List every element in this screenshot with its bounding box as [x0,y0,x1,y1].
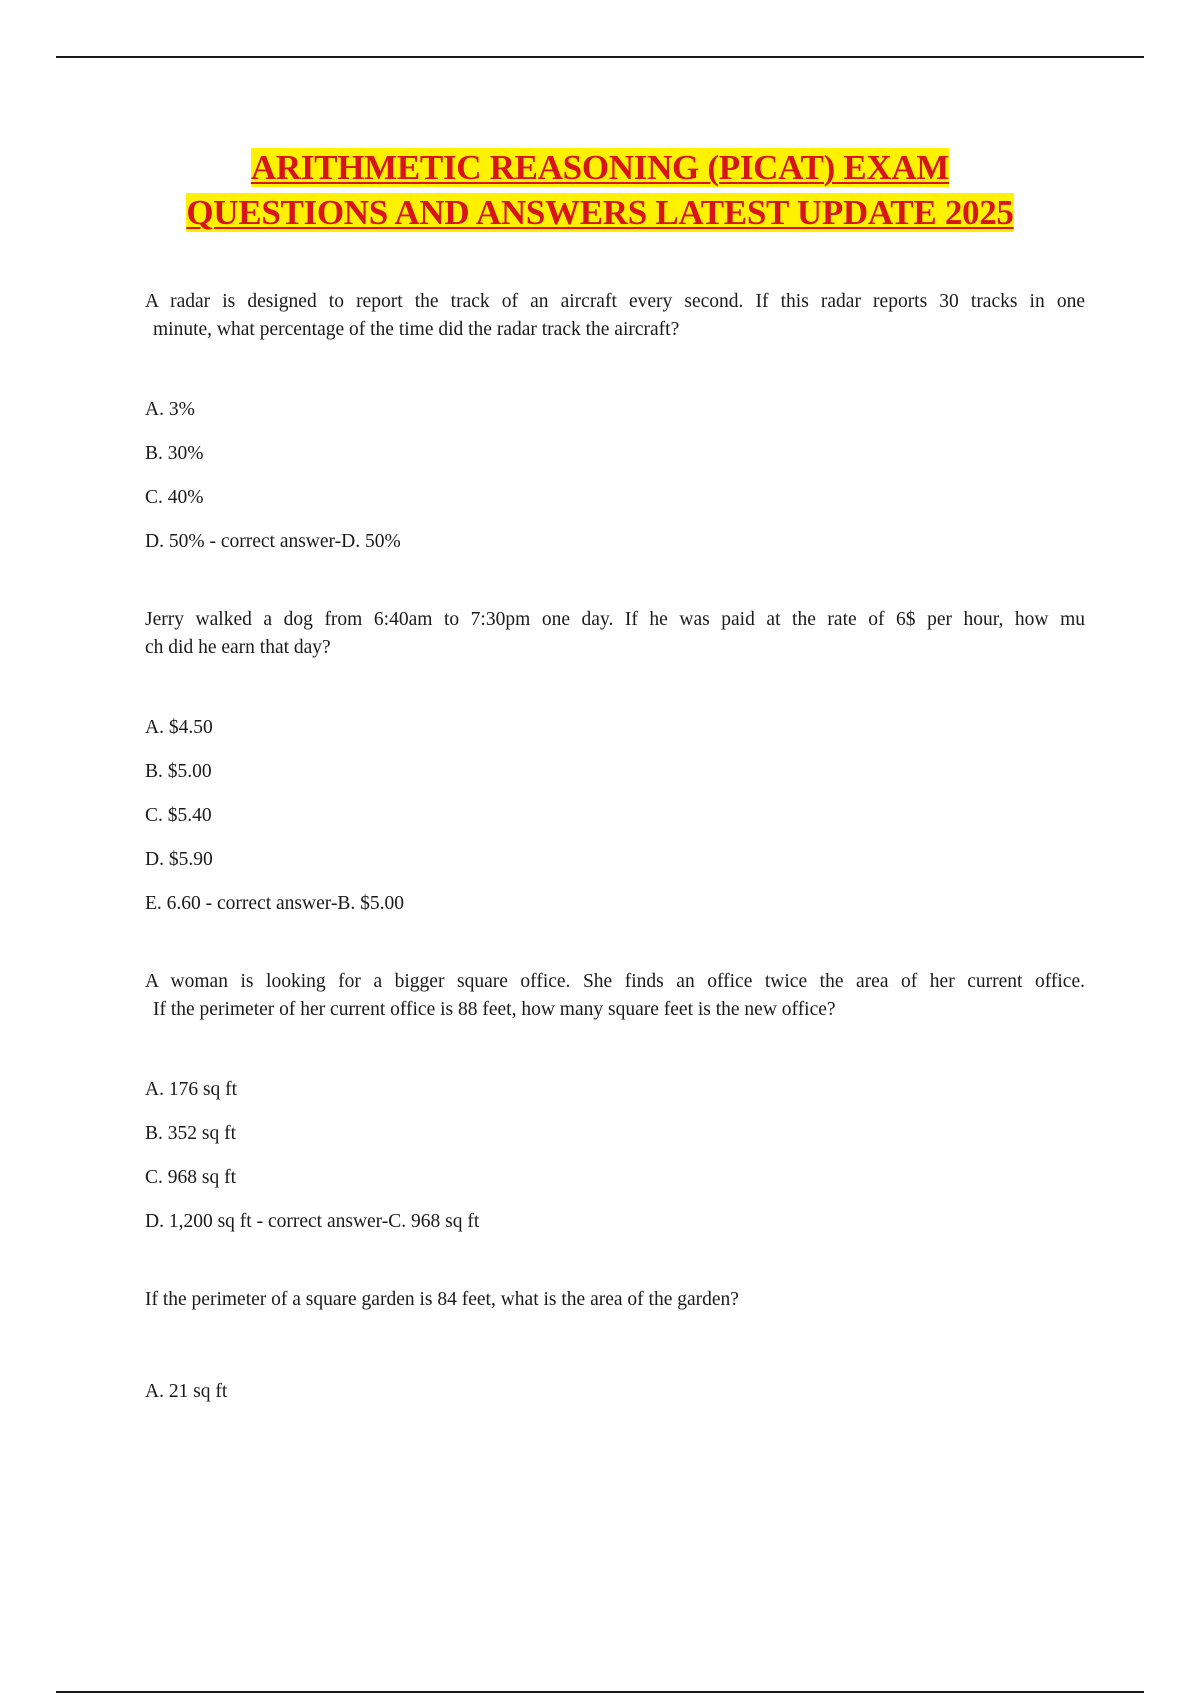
question-line: If the perimeter of her current office is 88 feet, how many square feet is the new office? [153,999,836,1020]
answer-option: A. $4.50 [145,717,213,738]
title-line-2: QUESTIONS AND ANSWERS LATEST UPDATE 2025 [186,193,1014,232]
answer-option: D. $5.90 [145,849,213,870]
question-line: ch did he earn that day? [145,637,331,658]
answer-option: C. 968 sq ft [145,1167,237,1188]
question-block [145,968,1085,1244]
header-rule [56,56,1144,58]
answer-option: B. $5.00 [145,761,212,782]
question-text [145,606,1085,662]
title-line-1: ARITHMETIC REASONING (PICAT) EXAM [250,148,950,187]
question-text [145,288,1085,344]
answer-options [145,706,1085,926]
question-text [145,1286,1085,1314]
questions-list [145,288,1085,1456]
answer-options [145,1068,1085,1244]
question-block [145,606,1085,926]
answer-option: C. 40% [145,487,204,508]
question-line: A woman is looking for a bigger square office. She finds an office twice the area of her current office. [145,971,1085,992]
answer-option: B. 352 sq ft [145,1123,237,1144]
answer-option: A. 21 sq ft [145,1381,228,1402]
question-line: minute, what percentage of the time did the radar track the aircraft? [153,319,680,340]
answer-option: A. 176 sq ft [145,1079,238,1100]
answer-option: A. 3% [145,399,195,420]
question-block [145,1286,1085,1414]
answer-options [145,388,1085,564]
answer-option: C. $5.40 [145,805,212,826]
answer-option: D. 1,200 sq ft - correct answer-C. 968 sq ft [145,1211,480,1232]
question-line: If the perimeter of a square garden is 84 feet, what is the area of the garden? [145,1289,739,1310]
document-title [0,145,1200,235]
question-line: Jerry walked a dog from 6:40am to 7:30pm one day. If he was paid at the rate of 6$ per hour, how mu [145,609,1085,630]
answer-option: B. 30% [145,443,204,464]
footer-rule [56,1691,1144,1693]
question-block [145,288,1085,564]
answer-option: D. 50% - correct answer-D. 50% [145,531,401,552]
question-line: A radar is designed to report the track of an aircraft every second. If this radar reports 30 tracks in one [145,291,1085,312]
question-text [145,968,1085,1024]
answer-option: E. 6.60 - correct answer-B. $5.00 [145,893,404,914]
answer-options [145,1370,1085,1414]
